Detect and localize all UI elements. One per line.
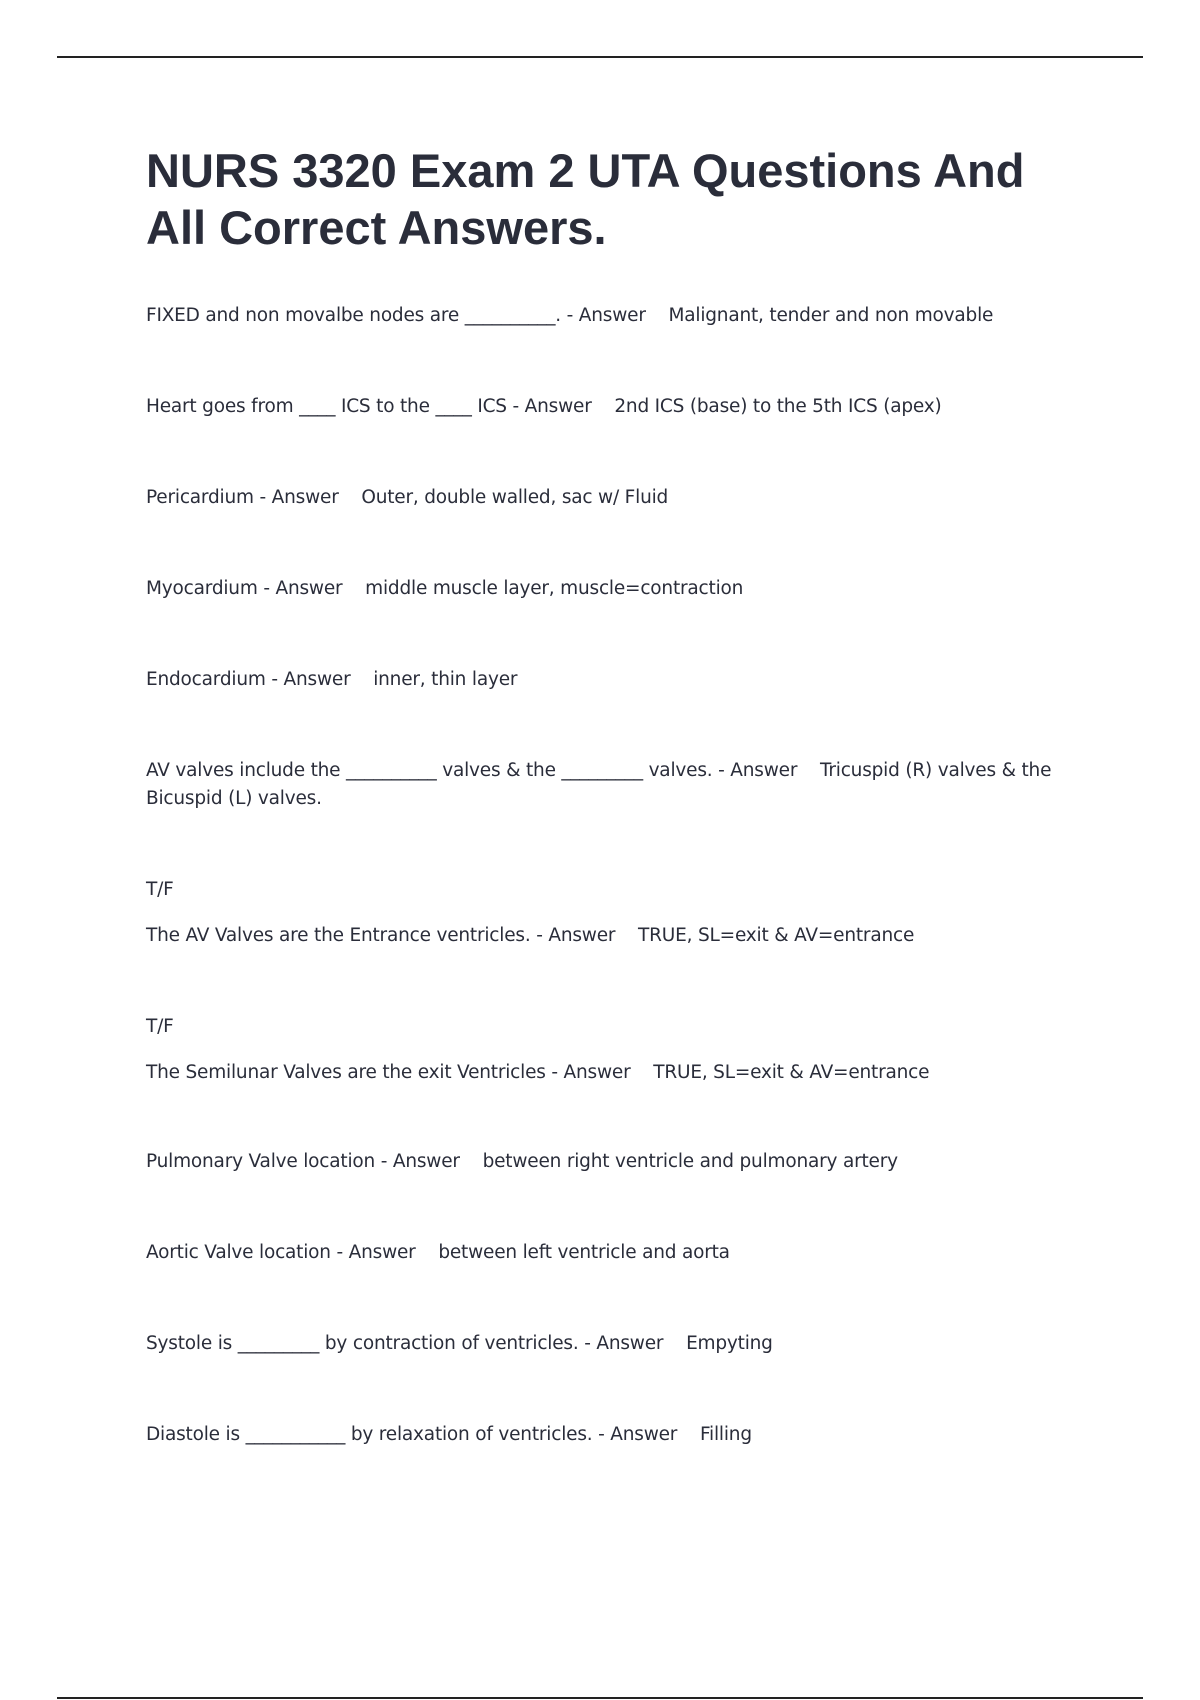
- question-text: Diastole is ___________ by relaxation of ventricles.: [146, 1424, 593, 1445]
- qa-item: [146, 302, 1076, 330]
- answer-label: - Answer: [253, 487, 339, 508]
- question-text: Endocardium: [146, 669, 266, 690]
- answer-label: - Answer: [560, 305, 646, 326]
- answer-text: middle muscle layer, muscle=contraction: [365, 578, 744, 599]
- qa-item: [146, 666, 1076, 694]
- question-text: FIXED and non movalbe nodes are __________.: [146, 305, 561, 326]
- answer-text: Empyting: [686, 1333, 773, 1354]
- true-false-label: T/F: [146, 879, 174, 900]
- question-text: AV valves include the __________ valves & the _________ valves.: [146, 760, 713, 781]
- question-text: Systole is _________ by contraction of ventricles.: [146, 1333, 579, 1354]
- answer-label: - Answer: [257, 578, 343, 599]
- answer-text: between right ventricle and pulmonary artery: [482, 1151, 898, 1172]
- answer-text: between left ventricle and aorta: [438, 1242, 730, 1263]
- qa-item: [146, 575, 1076, 603]
- true-false-label: T/F: [146, 1016, 174, 1037]
- question-text: The AV Valves are the Entrance ventricles.: [146, 925, 531, 946]
- qa-item: [146, 484, 1076, 512]
- answer-text: Tricuspid (R) valves & the Bicuspid (L) valves.: [146, 760, 1057, 809]
- question-text: The Semilunar Valves are the exit Ventricles: [146, 1062, 546, 1083]
- question-text: Heart goes from ____ ICS to the ____ ICS: [146, 396, 507, 417]
- answer-text: inner, thin layer: [373, 669, 518, 690]
- answer-text: Malignant, tender and non movable: [668, 305, 994, 326]
- answer-text: Outer, double walled, sac w/ Fluid: [361, 487, 669, 508]
- answer-label: - Answer: [265, 669, 351, 690]
- answer-label: - Answer: [506, 396, 592, 417]
- question-text: Pulmonary Valve location: [146, 1151, 376, 1172]
- question-text: Myocardium: [146, 578, 258, 599]
- qa-item: [146, 1421, 1076, 1449]
- bottom-rule: [57, 1697, 1143, 1699]
- qa-item: [146, 757, 1076, 813]
- answer-text: TRUE, SL=exit & AV=entrance: [653, 1062, 930, 1083]
- answer-label: - Answer: [712, 760, 798, 781]
- qa-item: [146, 1148, 1076, 1176]
- qa-item: [146, 876, 1076, 950]
- answer-text: Filling: [699, 1424, 752, 1445]
- answer-label: - Answer: [578, 1333, 664, 1354]
- qa-item: [146, 393, 1076, 421]
- qa-item: [146, 1330, 1076, 1358]
- answer-label: - Answer: [545, 1062, 631, 1083]
- answer-label: - Answer: [330, 1242, 416, 1263]
- question-text: Pericardium: [146, 487, 254, 508]
- qa-item: [146, 1239, 1076, 1267]
- answer-label: - Answer: [375, 1151, 460, 1172]
- answer-text: 2nd ICS (base) to the 5th ICS (apex): [614, 396, 942, 417]
- answer-text: TRUE, SL=exit & AV=entrance: [638, 925, 915, 946]
- page-title: NURS 3320 Exam 2 UTA Questions And All Correct Answers.: [146, 144, 1025, 254]
- qa-item: [146, 1013, 1076, 1087]
- answer-label: - Answer: [530, 925, 616, 946]
- top-rule: [57, 56, 1143, 58]
- answer-label: - Answer: [592, 1424, 678, 1445]
- question-text: Aortic Valve location: [146, 1242, 331, 1263]
